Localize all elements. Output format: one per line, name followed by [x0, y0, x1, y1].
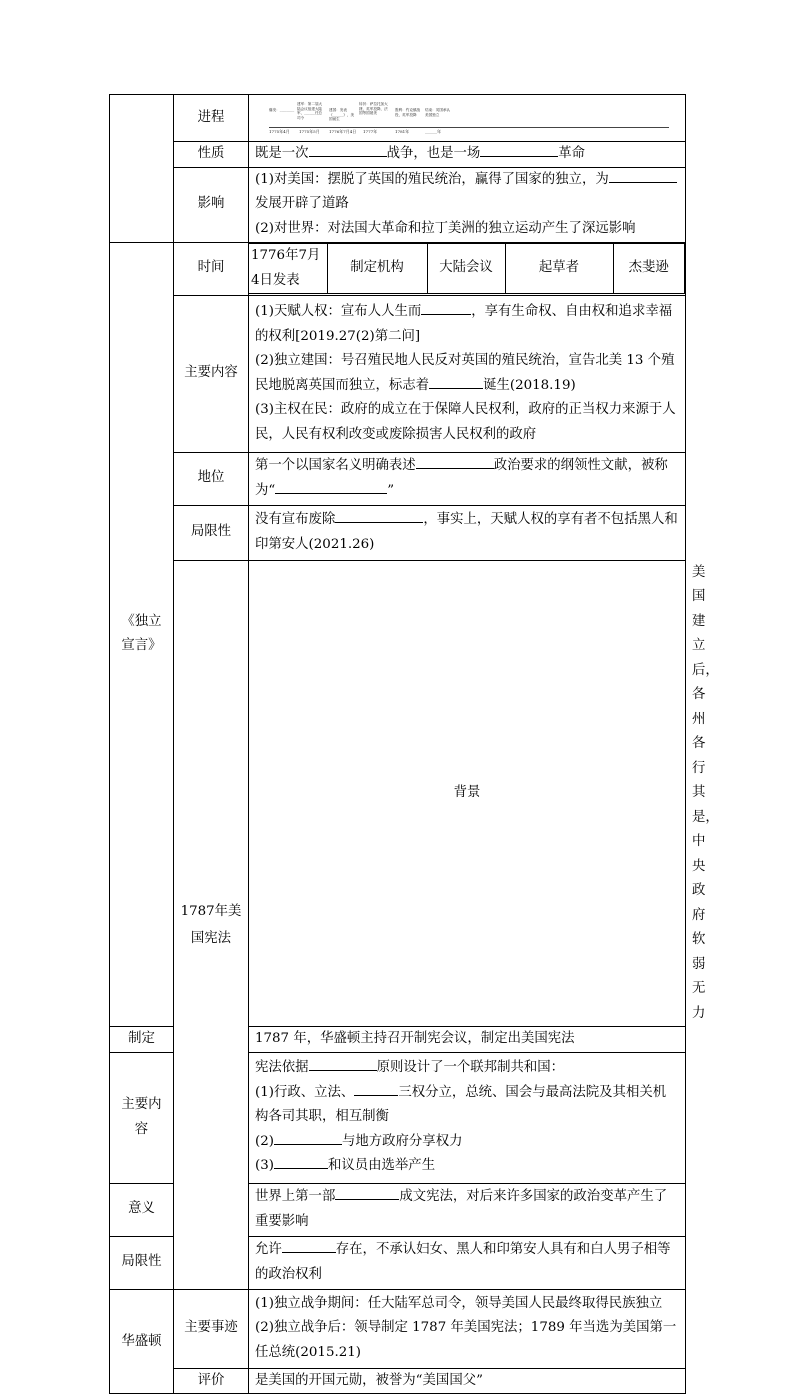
constitution-making-label: 制定 — [110, 1027, 174, 1053]
constitution-content: 宪法依据 原则设计了一个联邦制共和国： (1)行政、立法、 三权分立，总统、国会与最高法院及其相关机构各司其职，相互制衡 (2) 与地方政府分享权力 (3) 和议员由选举产生 — [249, 1052, 686, 1183]
washington-evaluation-label: 评价 — [174, 1368, 249, 1394]
declaration-category: 《独立宣言》 — [110, 242, 174, 1027]
war-category-cell — [110, 95, 174, 243]
washington-deeds: (1)独立战争期间：任大陆军总司令，领导美国人民最终取得民族独立 (2)独立战争后：领导制定 1787 年美国宪法；1789 年当选为美国第一任总统(2015.21) — [249, 1289, 686, 1368]
washington-category: 华盛顿 — [110, 1289, 174, 1394]
timeline-event-6: 结束：英国承认美国独立 — [425, 108, 451, 117]
constitution-making: 1787 年，华盛顿主持召开制宪会议，制定出美国宪法 — [249, 1027, 686, 1053]
constitution-limit-label: 局限性 — [110, 1236, 174, 1289]
timeline-date-3: 1776年7月4日 — [329, 129, 357, 134]
constitution-limit: 允许 存在，不承认妇女、黑人和印第安人具有和白人男子相等的政治权利 — [249, 1236, 686, 1289]
timeline-date-4: 1777年 — [363, 129, 378, 134]
war-timeline — [249, 95, 686, 142]
timeline-event-1: 爆发：________ — [269, 108, 295, 112]
washington-deeds-label: 主要事迹 — [174, 1289, 249, 1368]
timeline-axis — [269, 127, 669, 128]
constitution-background-label: 背景 — [249, 560, 686, 1027]
declaration-drafter-label: 起草者 — [505, 244, 613, 294]
declaration-status-label: 地位 — [174, 452, 249, 505]
declaration-content: (1)天赋人权：宣布人人生而 ，享有生命权、自由权和追求幸福的权利[2019.27(2)第二问] (2)独立建国：号召殖民地人民反对英国的殖民统治，宣告北美 13 个殖民地脱离英国而独立，标志着 诞生(2018.19) (3)主权在民：政府的成立在于保障人民权利，政府的正当权力来源于人民，人民有权利改变或废除损害人民权利的政府 — [249, 295, 686, 452]
washington-evaluation: 是美国的开国元勋，被誉为“美国国父” — [249, 1368, 686, 1394]
war-impact: (1)对美国：摆脱了英国的殖民统治，赢得了国家的独立，为发展开辟了道路 (2)对世界：对法国大革命和拉丁美洲的独立运动产生了深远影响 — [249, 167, 686, 242]
declaration-time-label: 时间 — [174, 242, 249, 295]
declaration-info-row — [249, 242, 686, 295]
timeline-event-3: 建国：发表《______》，美国诞生 — [329, 108, 355, 122]
timeline-date-2: 1775年5月 — [299, 129, 320, 134]
timeline-date-6: ______年 — [425, 129, 441, 134]
declaration-org-label: 制定机构 — [327, 244, 427, 294]
declaration-content-label: 主要内容 — [174, 295, 249, 452]
constitution-significance: 世界上第一部 成文宪法，对后来许多国家的政治变革产生了重要影响 — [249, 1183, 686, 1236]
constitution-significance-label: 意义 — [110, 1183, 174, 1236]
declaration-status: 第一个以国家名义明确表述 政治要求的纲领性文献，被称为“ ” — [249, 452, 686, 505]
war-impact-label: 影响 — [174, 167, 249, 242]
timeline-date-1: 1775年4月 — [269, 129, 290, 134]
timeline-event-5: 胜利：约克镇战役，英军投降 — [395, 108, 421, 117]
declaration-limit-label: 局限性 — [174, 505, 249, 560]
timeline-event-2: 建军：第二届大陆会议组建大陆军，______任总司令 — [297, 102, 323, 120]
declaration-drafter-value: 杰斐逊 — [613, 244, 685, 294]
timeline-event-4: 转折：萨拉托加大捷，英军投降，法国等国援美 — [359, 102, 388, 116]
timeline-date-5: 1781年 — [395, 129, 410, 134]
war-nature: 既是一次 战争，也是一场 革命 — [249, 142, 686, 168]
constitution-category: 1787年美国宪法 — [174, 560, 249, 1289]
war-nature-label: 性质 — [174, 142, 249, 168]
review-table: 进程 爆发：________ 建军：第二届大陆会议组建大陆军，______任总司令 建国：发表《______》，美国诞生 转折：萨拉托加大捷，英军投降，法国等国援美 胜利：约克镇战役，英军投降 结束：英国承认美国独立 1775年4月 1775年5月 1776年7月4日 1777年 1781年 ______年 性质 既是一次 战争，也是一场 革命 影响 (1)对美国：摆脱了英国的殖民统治，赢得了国家的独立，为发展开辟了道路 (2)对世界：对法国大革命和拉丁美洲的独立运动产生了深远影响 《独立宣言》 时间 1776年7月4日发表 制定机构 大陆会议 起草者 杰斐逊 主要内容 (1)天赋人权：宣布人人生而 ，享有生命权、自由权和追求幸福的权利[2019.27(2)第二问] (2)独立建国：号召殖民地人民反对英国的殖民统治，宣告北美 13 个殖民地脱离英国而独立，标志着 诞生(2018.19) (3)主权在民：政府的成立在于保障人民权利，政府的正当权力来源于人民，人民有权利改变或废除损害人民权利的政府 地位 第一个以国家名义明确表述 政治要求的纲领性文献，被称为“ ” 局限性 没有宣布废除 ，事实上，天赋人权的享有者不包括黑人和印第安人(2021.26) 1787年美国宪法 背景 美国建立后，各州各行其是，中央政府软弱无力 制定 1787 年，华盛顿主持召开制宪会议，制定出美国宪法 主要内容 宪法依据 原则设计了一个联邦制共和国： (1)行政、立法、 三权分立，总统、国会与最高法院及其相关机构各司其职，相互制衡 (2) 与地方政府分享权力 (3) 和议员由选举产生 意义 世界上第一部 成文宪法，对后来许多国家的政治变革产生了重要影响 局限性 允许 存在，不承认妇女、黑人和印第安人具有和白人男子相等的政治权利 华盛顿 主要事迹 (1)独立战争期间：任大陆军总司令，领导美国人民最终取得民族独立 (2)独立战争后：领导制定 1787 年美国宪法；1789 年当选为美国第一任总统(2015.21) 评价 是美国的开国元勋，被誉为“美国国父” — [109, 94, 686, 1394]
declaration-org-value: 大陆会议 — [427, 244, 505, 294]
declaration-time-value: 1776年7月4日发表 — [249, 244, 327, 294]
war-process-label: 进程 — [174, 95, 249, 142]
declaration-limit: 没有宣布废除 ，事实上，天赋人权的享有者不包括黑人和印第安人(2021.26) — [249, 505, 686, 560]
constitution-content-label: 主要内容 — [110, 1052, 174, 1183]
